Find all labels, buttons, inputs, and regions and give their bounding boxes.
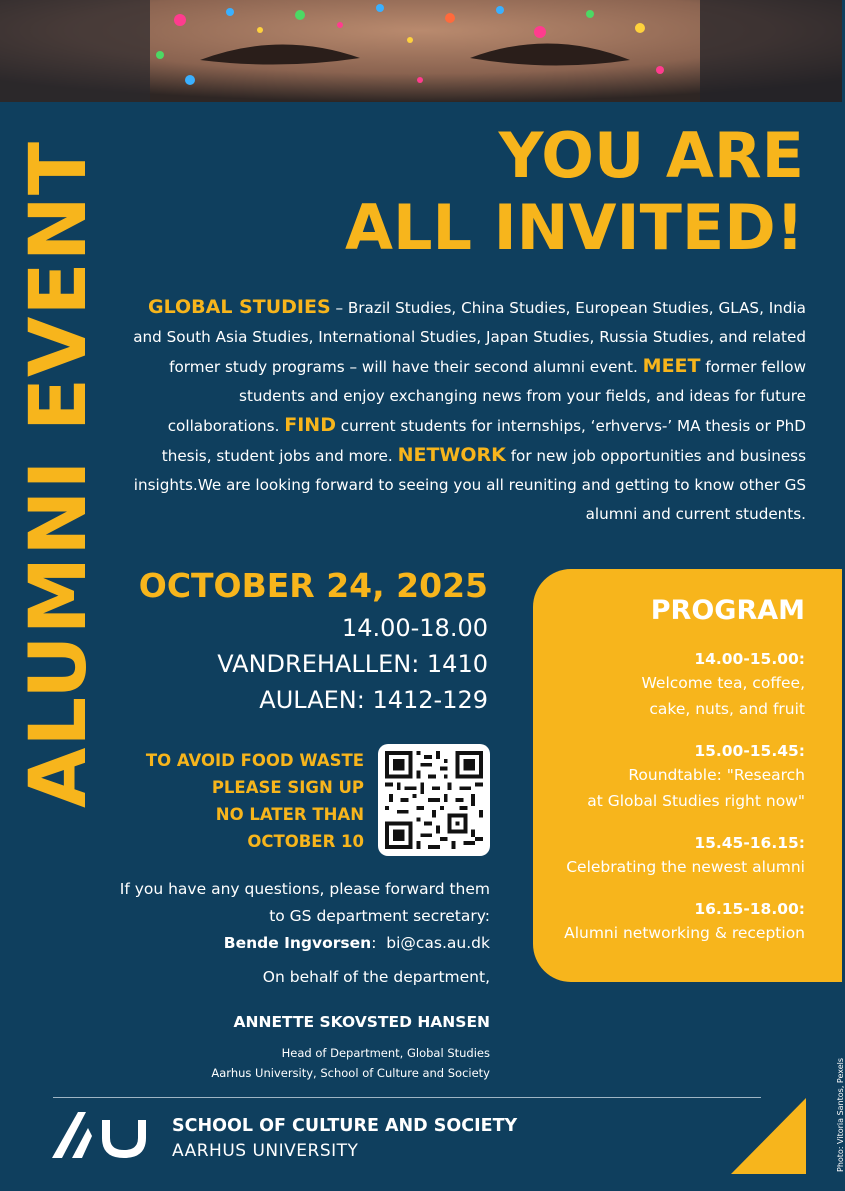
- university-name: AARHUS UNIVERSITY: [172, 1141, 359, 1161]
- keyword-network: NETWORK: [397, 444, 506, 466]
- program-item-time: 14.00-15.00:: [694, 650, 805, 668]
- signup-notice: [146, 747, 364, 855]
- corner-triangle: [731, 1098, 806, 1178]
- program-item-time: 15.45-16.15:: [694, 834, 805, 852]
- contact-person: Bende Ingvorsen: bi@cas.au.dk: [223, 934, 490, 952]
- contact-line1: If you have any questions, please forward them: [119, 880, 490, 898]
- keyword-global-studies: GLOBAL STUDIES: [147, 296, 331, 318]
- event-date: OCTOBER 24, 2025: [138, 566, 488, 605]
- program-item-desc: Alumni networking & reception: [564, 924, 805, 942]
- program-item-desc: cake, nuts, and fruit: [649, 700, 805, 718]
- program-item-desc: Roundtable: "Research: [628, 766, 805, 784]
- event-location-1: VANDREHALLEN: 1410: [217, 650, 488, 678]
- program-item: [553, 898, 805, 946]
- keyword-meet: MEET: [642, 355, 701, 377]
- intro-text-network: for new job opportunities and business insights.We are looking forward to seeing you all reuniting and getting to know other GS alumni and current students.: [133, 447, 806, 523]
- program-item: [553, 832, 805, 880]
- footer-divider: [53, 1097, 761, 1098]
- signer-title-line1: Head of Department, Global Studies: [281, 1046, 490, 1060]
- headline-line1: YOU ARE: [498, 119, 804, 192]
- intro-text-meet: former fellow students and enjoy exchanging news from your fields, and ideas for future collaborations.: [167, 358, 806, 435]
- signup-line1: TO AVOID FOOD WASTE: [145, 751, 364, 770]
- signer-name: ANNETTE SKOVSTED HANSEN: [233, 1013, 490, 1031]
- school-name: SCHOOL OF CULTURE AND SOCIETY: [172, 1116, 518, 1136]
- header-photo: [0, 0, 842, 102]
- program-item-desc: Celebrating the newest alumni: [566, 858, 805, 876]
- program-item-time: 15.00-15.45:: [694, 742, 805, 760]
- event-details: [217, 610, 488, 718]
- intro-text-find: current students for internships, ‘erhvervs-’ MA thesis or PhD thesis, student jobs and more.: [161, 417, 806, 465]
- behalf-text: On behalf of the department,: [262, 968, 490, 986]
- intro-paragraph: [128, 293, 806, 529]
- signer-title-line2: Aarhus University, School of Culture and Society: [211, 1066, 490, 1080]
- contact-line2: to GS department secretary:: [269, 907, 490, 925]
- signup-line3: NO LATER THAN: [215, 805, 364, 824]
- event-time: 14.00-18.00: [341, 614, 488, 642]
- program-item-time: 16.15-18.00:: [694, 900, 805, 918]
- program-item: [553, 740, 805, 814]
- program-panel: [533, 569, 842, 982]
- contact-info: [120, 876, 490, 957]
- program-title: PROGRAM: [650, 595, 805, 626]
- contact-name: Bende Ingvorsen: [223, 934, 372, 952]
- program-item: [553, 648, 805, 722]
- program-item-desc: at Global Studies right now": [587, 792, 805, 810]
- keyword-find: FIND: [284, 414, 336, 436]
- headline-line2: ALL INVITED!: [345, 191, 804, 264]
- signup-line2: PLEASE SIGN UP: [211, 778, 364, 797]
- vertical-title: ALUMNI EVENT: [14, 140, 104, 808]
- signup-line4: OCTOBER 10: [247, 832, 364, 851]
- intro-text-global: – Brazil Studies, China Studies, European Studies, GLAS, India and South Asia Studies, International Studies, Japan Studies, Russia Studies, and related former study programs – will have their second alumni event.: [133, 299, 806, 376]
- signup-qr-code[interactable]: [378, 744, 490, 856]
- event-location-2: AULAEN: 1412-129: [259, 686, 488, 714]
- headline: [345, 120, 804, 264]
- contact-email[interactable]: bi@cas.au.dk: [386, 934, 490, 952]
- au-logo-icon: [52, 1112, 152, 1164]
- signer-title: [211, 1043, 490, 1083]
- photo-credit: Photo: Vitoria Santos, Pexels: [836, 1057, 845, 1172]
- program-item-desc: Welcome tea, coffee,: [641, 674, 805, 692]
